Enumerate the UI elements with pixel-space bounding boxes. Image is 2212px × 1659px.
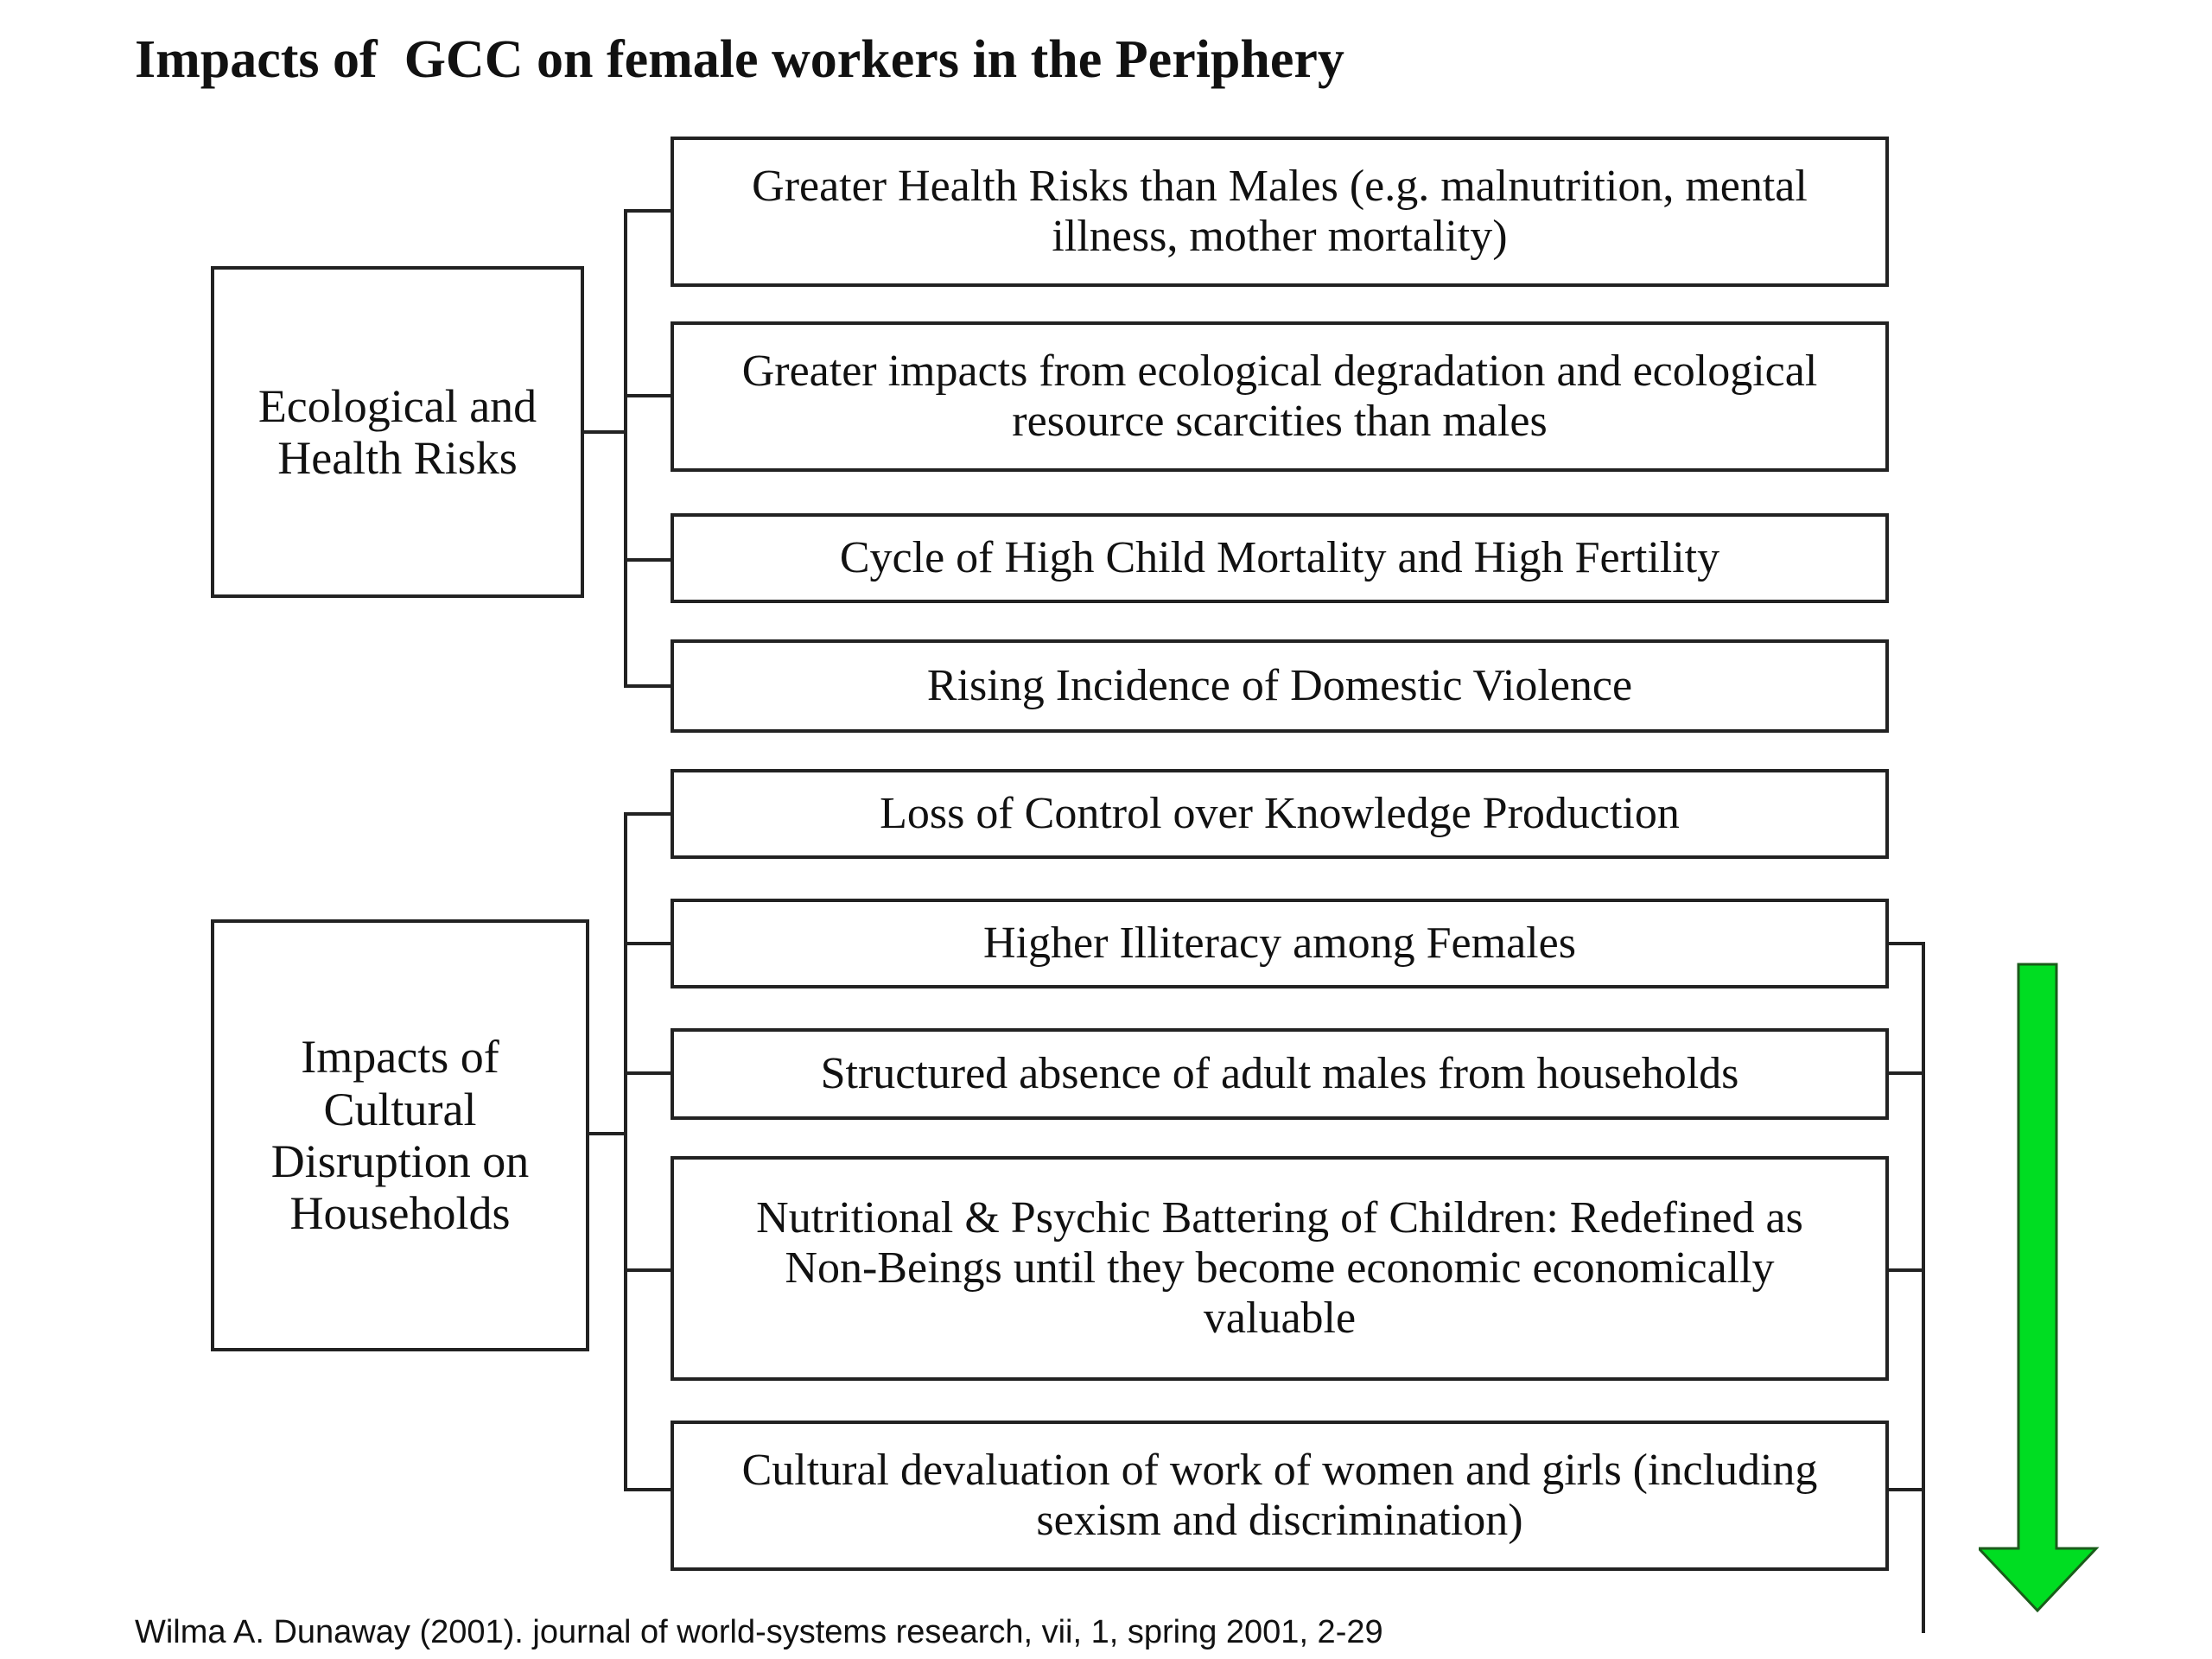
page-title: Impacts of GCC on female workers in the Periphery [135, 30, 1344, 89]
category-cultural-disruption: Impacts of Cultural Disruption on Households [211, 919, 589, 1351]
category-ecological-health-risks: Ecological and Health Risks [211, 266, 584, 598]
connector-item-7 [624, 1071, 671, 1075]
item-battering-of-children: Nutritional & Psychic Battering of Children: Redefined as Non-Beings until they become economic economically valuable [671, 1156, 1889, 1381]
connector-item-8 [624, 1268, 671, 1272]
item-ecological-degradation: Greater impacts from ecological degradation and ecological resource scarcities than males [671, 321, 1889, 472]
connector-item-6 [624, 942, 671, 945]
green-down-arrow-icon [1979, 959, 2117, 1616]
item-child-mortality-fertility: Cycle of High Child Mortality and High Fertility [671, 513, 1889, 603]
item-greater-health-risks: Greater Health Risks than Males (e.g. malnutrition, mental illness, mother mortality) [671, 137, 1889, 287]
connector-item-5 [624, 812, 671, 816]
right-connector-absence [1889, 1071, 1925, 1075]
item-domestic-violence: Rising Incidence of Domestic Violence [671, 639, 1889, 733]
item-female-illiteracy: Higher Illiteracy among Females [671, 899, 1889, 988]
item-absence-adult-males: Structured absence of adult males from households [671, 1028, 1889, 1120]
right-connector-battering [1889, 1268, 1925, 1272]
connector-group1-horizontal [584, 430, 627, 434]
right-bracket-spine [1922, 942, 1925, 1633]
connector-item-3 [624, 558, 671, 562]
right-connector-devaluation [1889, 1488, 1925, 1491]
item-knowledge-production: Loss of Control over Knowledge Production [671, 769, 1889, 859]
connector-group1-spine [624, 209, 627, 688]
connector-group2-spine [624, 812, 627, 1491]
connector-item-1 [624, 209, 671, 213]
connector-item-4 [624, 684, 671, 688]
connector-group2-horizontal [589, 1132, 627, 1135]
connector-item-9 [624, 1488, 671, 1491]
citation: Wilma A. Dunaway (2001). journal of world-systems research, vii, 1, spring 2001, 2-29 [135, 1614, 1383, 1650]
right-connector-illiteracy [1889, 942, 1925, 945]
connector-item-2 [624, 394, 671, 397]
item-cultural-devaluation: Cultural devaluation of work of women and girls (including sexism and discrimination) [671, 1421, 1889, 1571]
